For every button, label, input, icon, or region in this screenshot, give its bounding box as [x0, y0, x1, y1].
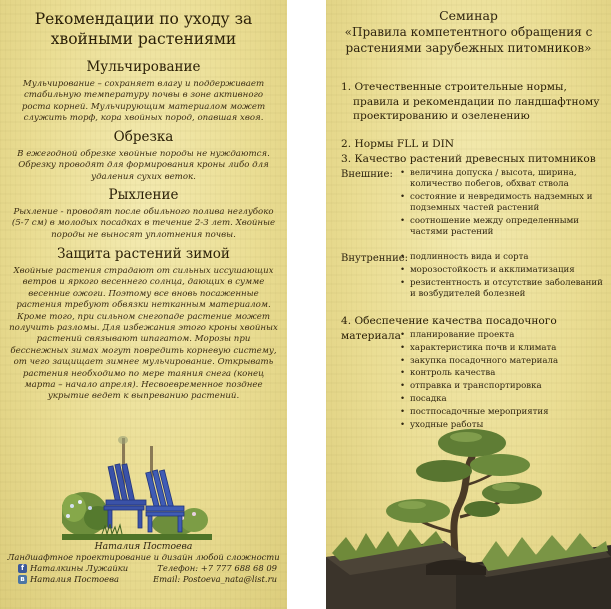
- section-1-line-3: проектированию и озеленению: [353, 110, 530, 122]
- pruning-text: В ежегодной обрезке хвойные породы не нуждаются. Обрезку проводят для формирования кроны либо для удаления сухих веток.: [17, 149, 270, 182]
- list-item: • отправка и транспортировка: [398, 381, 608, 392]
- section-1: [341, 80, 606, 124]
- list-item: • состояние и невредимость надземных и подземных частей растений: [398, 192, 608, 214]
- seminar-title-line-3: растениями зарубежных питомников»: [345, 41, 592, 55]
- external-list: [398, 168, 608, 240]
- list-item: • морозостойкость и акклиматизация: [398, 265, 608, 276]
- list-item: • закупка посадочного материала: [398, 356, 608, 367]
- loosening-heading: Рыхление: [108, 187, 179, 203]
- author-job: Ландшафтное проектирование и дизайн любой сложности: [7, 552, 280, 562]
- contact-footer: [0, 541, 287, 585]
- mulching-heading: Мульчирование: [86, 59, 201, 75]
- external-label: Внешние:: [341, 169, 393, 180]
- planter-boxes: [326, 529, 611, 609]
- facebook-contact[interactable]: [18, 563, 128, 574]
- winter-protection-heading: Защита растений зимой: [57, 246, 230, 262]
- vk-contact[interactable]: [18, 574, 119, 585]
- section-4: 4. Обеспечение качества посадочного материала: [341, 315, 557, 342]
- care-leaflet-panel: [0, 0, 287, 609]
- list-item: • планирование проекта: [398, 330, 608, 341]
- seminar-title: [326, 8, 611, 56]
- seminar-title-line-1: Семинар: [439, 8, 498, 23]
- quality-list: [398, 330, 608, 432]
- section-1-line-2: правила и рекомендации по ландшафтному: [353, 95, 600, 108]
- list-item: • уходные работы: [398, 420, 608, 431]
- list-item: • величина допуска / высота, ширина, количество побегов, обхват ствола: [398, 168, 608, 190]
- list-item: • посадка: [398, 394, 608, 405]
- leaflet-title: [6, 9, 281, 49]
- internal-label: Внутренние:: [341, 253, 409, 264]
- seminar-title-line-2: «Правила компетентного обращения с: [344, 25, 593, 39]
- blue-chair: [104, 464, 146, 528]
- phone-number[interactable]: Телефон: +7 777 688 68 09: [157, 563, 277, 573]
- mulching-text: Мульчирование – сохраняет влагу и поддерживает стабильную температуру почвы в зоне активного роста корней. Мульчирующим материалом может служить торф, кора хвойных пород, опавшая хвоя.: [21, 79, 266, 124]
- leaflet-title-line-1: Рекомендации по уходу за: [34, 10, 253, 28]
- section-3: 3. Качество растений древесных питомников: [341, 153, 596, 165]
- loosening-text: Рыхление - проводят после обильного полива неглубоко (5-7 см) в молодых посадках в течение 2-3 лет. Хвойные породы не выносят уплотнения почвы.: [11, 207, 276, 240]
- facebook-name: Наталкины Лужайки: [30, 563, 129, 573]
- email-address[interactable]: Email: Postoeva_nata@list.ru: [152, 574, 277, 584]
- pruning-heading: Обрезка: [113, 129, 174, 145]
- vk-icon: в: [18, 575, 27, 584]
- vk-name: Наталия Постоева: [30, 574, 120, 584]
- facebook-icon: f: [18, 564, 27, 573]
- list-item: • подлинность вида и сорта: [398, 252, 608, 263]
- list-item: • соотношение между определенными частями растений: [398, 216, 608, 238]
- author-name: Наталия Постоева: [94, 541, 193, 552]
- leaflet-title-line-2: хвойными растениями: [50, 30, 237, 48]
- section-2: 2. Нормы FLL и DIN: [341, 138, 455, 150]
- winter-protection-text: Хвойные растения страдают от сильных иссушающих ветров и яркого весеннего солнца, дающих в сумме весенние ожоги. Поэтому все вновь посаженные растения требуют обвязки нетканным материалом. Кроме того, при сильном снегопаде растение может получить разломы. Для избежания этого кроны хвойных растений связывают шпагатом. Морозы при бесснежных зимах могут повредить корневую систему, от чего защищает зимнее мульчирование. Открывать растения необходимо по мере таяния снега (конец марта – начало апреля). Несвоевременное позднее укрытие ведет к выпреванию растений.: [9, 266, 278, 402]
- internal-list: [398, 252, 608, 302]
- bonsai-tree-illustration: [326, 425, 611, 609]
- section-1-line-1: 1. Отечественные строительные нормы,: [341, 81, 567, 93]
- list-item: • характеристика почв и климата: [398, 343, 608, 354]
- seminar-panel: [326, 0, 611, 609]
- garden-chairs-illustration: [62, 436, 212, 540]
- list-item: • резистентность и отсутствие заболеваний и возбудителей болезней: [398, 278, 608, 300]
- list-item: • контроль качества: [398, 368, 608, 379]
- list-item: • постпосадочные мероприятия: [398, 407, 608, 418]
